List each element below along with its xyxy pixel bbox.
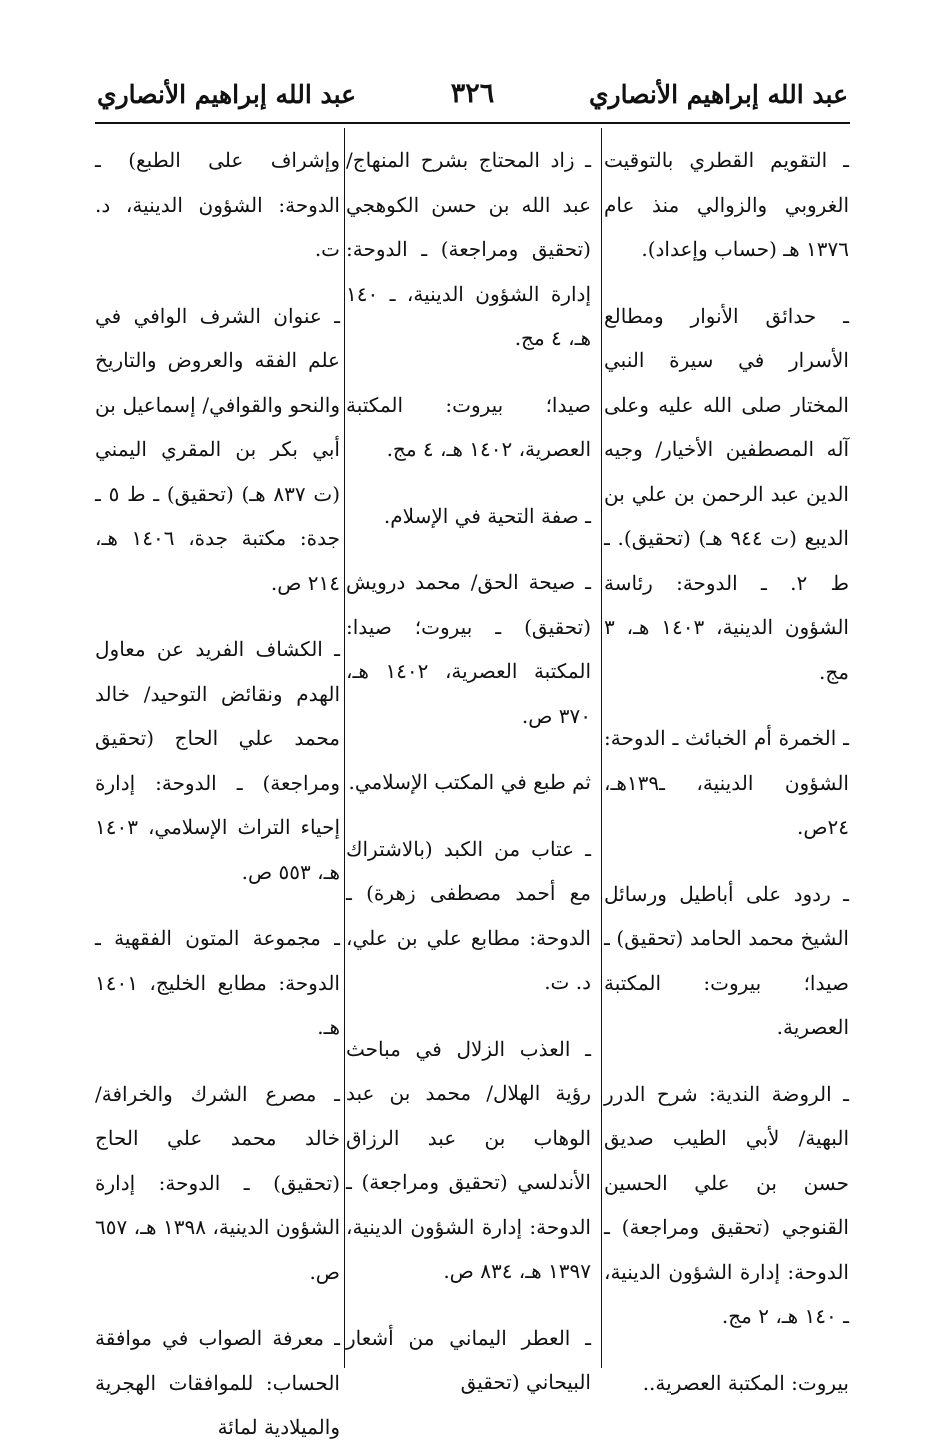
bibliography-entry: ـ الكشاف الفريد عن معاول الهدم ونقائض التوحيد/ خالد محمد علي الحاج (تحقيق ومراجعة) ـ الدوحة: إدارة إحياء التراث الإسلامي، ١٤٠٣ هـ، ٥٥٣ ص. [95,637,340,884]
bibliography-entry: بيروت: المكتبة العصرية.. [642,1370,849,1395]
bibliography-entry: وإشراف على الطبع) ـ الدوحة: الشؤون الدينية، د. ت. [95,148,340,261]
column-right [604,138,850,1395]
bibliography-entry: ـ التقويم القطري بالتوقيت الغروبي والزوالي منذ عام ١٣٧٦ هـ (حساب وإعداد). [604,148,849,261]
column-divider-left [344,128,345,1368]
column-left [95,138,341,1439]
bibliography-entry: ـ الخمرة أم الخبائث ـ الدوحة: الشؤون الدينية، ـ١٣٩هـ، ٢٤ص. [604,726,849,839]
bibliography-entry: ـ الروضة الندية: شرح الدرر البهية/ لأبي الطيب صديق حسن بن علي الحسين القنوجي (تحقيق ومراجعة) ـ الدوحة: إدارة الشؤون الدينية، ـ ١٤٠ هـ، ٢ مج. [604,1081,849,1328]
page-number: ٣٢٦ [450,78,495,109]
bibliography-entry: ـ حدائق الأنوار ومطالع الأسرار في سيرة النبي المختار صلى الله عليه وعلى آله المصطفين الأخيار/ وجيه الدين عبد الرحمن بن علي بن الديبع (ت ٩٤٤ هـ) (تحقيق). ـ ط ٢. ـ الدوحة: رئاسة الشؤون الدينية، ١٤٠٣ هـ، ٣ مج. [604,303,850,684]
bibliography-entry: ثم طبع في المكتب الإسلامي. [348,770,591,794]
bibliography-entry: ـ العذب الزلال في مباحث رؤية الهلال/ محمد بن عبد الوهاب بن عبد الرزاق الأندلسي (تحقيق ومراجعة) ـ الدوحة: إدارة الشؤون الدينية، ١٣٩٧ هـ، ٨٣٤ ص. [346,1036,591,1283]
bibliography-entry: صيدا؛ بيروت: المكتبة العصرية، ١٤٠٢ هـ، ٤ مج. [346,392,591,461]
bibliography-entry: ـ ردود على أباطيل ورسائل الشيخ محمد الحامد (تحقيق) ـ صيدا؛ بيروت: المكتبة العصرية. [604,881,849,1039]
bibliography-entry: ـ مصرع الشرك والخرافة/ خالد محمد علي الحاج (تحقيق) ـ الدوحة: إدارة الشؤون الدينية، ١٣٩٨ هـ، ٦٥٧ ص. [95,1081,340,1284]
bibliography-entry: ـ العطر اليماني من أشعار البيحاني (تحقيق [346,1325,591,1394]
page-header [95,70,850,124]
column-middle [346,138,592,1394]
bibliography-entry: ـ صيحة الحق/ محمد درويش (تحقيق) ـ بيروت؛ صيدا: المكتبة العصرية، ١٤٠٢ هـ، ٣٧٠ ص. [346,570,592,728]
bibliography-entry: ـ زاد المحتاج بشرح المنهاج/ عبد الله بن حسن الكوهجي (تحقيق ومراجعة) ـ الدوحة: إدارة الشؤون الدينية، ـ ١٤٠ هـ، ٤ مج. [346,148,591,350]
running-head-right: عبد الله إبراهيم الأنصاري [588,80,848,109]
running-head-left: عبد الله إبراهيم الأنصاري [97,80,357,109]
bibliography-entry: ـ عنوان الشرف الوافي في علم الفقه والعروض والتاريخ والنحو والقوافي/ إسماعيل بن أبي بكر بن المقري اليمني (ت ٨٣٧ هـ) (تحقيق) ـ ط ٥ ـ جدة: مكتبة جدة، ١٤٠٦ هـ، ٢١٤ ص. [95,303,341,595]
bibliography-entry: ـ عتاب من الكبد (بالاشتراك مع أحمد مصطفى زهرة) ـ الدوحة: مطابع علي بن علي، د. ت. [346,836,591,994]
bibliography-entry: ـ مجموعة المتون الفقهية ـ الدوحة: مطابع الخليج، ١٤٠١ هـ. [95,926,340,1039]
bibliography-entry: ـ معرفة الصواب في موافقة الحساب: للموافقات الهجرية والميلادية لمائة [95,1326,340,1439]
column-divider-right [601,128,602,1368]
bibliography-entry: ـ صفة التحية في الإسلام. [383,503,591,528]
